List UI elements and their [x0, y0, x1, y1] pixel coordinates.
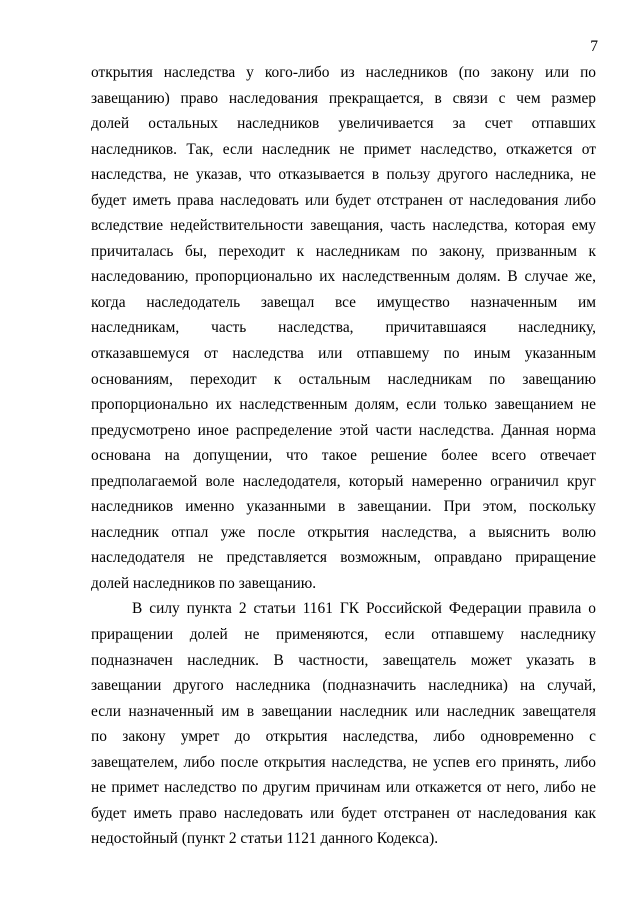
text-line: вследствие недействительности завещания, часть наследства, которая ему: [91, 217, 596, 235]
text-line: недостойный (пункт 2 статьи 1121 данного Кодекса).: [91, 830, 439, 848]
text-line: не примет наследство по другим причинам или откажется от него, либо не: [91, 779, 596, 797]
text-line: наследников. Так, если наследник не примет наследство, откажется от: [91, 140, 596, 158]
text-line: наследованию, пропорционально их наследственным долям. В случае же,: [91, 268, 596, 286]
text-line: будет иметь право наследовать или будет отстранен от наследования как: [91, 804, 596, 822]
text-line: завещанию) право наследования прекращается, в связи с чем размер: [91, 89, 596, 107]
text-line: основаниям, переходит к остальным наследникам по завещанию: [91, 370, 596, 388]
text-line: подназначен наследник. В частности, завещатель может указать в: [91, 651, 596, 669]
page-number: 7: [590, 38, 598, 55]
text-line: завещателем, либо после открытия наследства, не успев его принять, либо: [91, 753, 596, 771]
body-text: [91, 60, 596, 852]
text-line: долей наследников по завещанию.: [91, 574, 317, 592]
text-line: предусмотрено иное распределение этой части наследства. Данная норма: [91, 421, 596, 439]
text-line: пропорционально их наследственным долям, если только завещанием не: [91, 396, 596, 414]
text-line: завещании другого наследника (подназначить наследника) на случай,: [91, 677, 596, 695]
text-line: причиталась бы, переходит к наследникам по закону, призванным к: [91, 242, 596, 260]
text-line: наследства, не указав, что отказывается в пользу другого наследника, не: [91, 166, 596, 184]
text-line: открытия наследства у кого-либо из наследников (по закону или по: [91, 64, 596, 81]
text-line: если назначенный им в завещании наследник или наследник завещателя: [91, 702, 596, 720]
text-line: основана на допущении, что такое решение более всего отвечает: [91, 447, 596, 465]
text-line: когда наследодатель завещал все имущество назначенным им: [91, 293, 596, 311]
text-line: наследодателя не представляется возможным, оправдано приращение: [91, 549, 596, 567]
text-line: предполагаемой воле наследодателя, который намеренно ограничил круг: [91, 472, 596, 490]
text-line: В силу пункта 2 статьи 1161 ГК Российской Федерации правила о: [132, 600, 596, 618]
text-line: приращении долей не применяются, если отпавшему наследнику: [91, 626, 596, 644]
text-line: наследник отпал уже после открытия наследства, а выяснить волю: [91, 523, 596, 541]
text-line: по закону умрет до открытия наследства, либо одновременно с: [91, 728, 596, 746]
text-line: отказавшемуся от наследства или отпавшему по иным указанным: [91, 345, 596, 363]
text-line: наследникам, часть наследства, причитавшаяся наследнику,: [91, 319, 596, 337]
text-line: наследников именно указанными в завещании. При этом, поскольку: [91, 498, 596, 516]
text-line: будет иметь права наследовать или будет отстранен от наследования либо: [91, 191, 596, 209]
text-line: долей остальных наследников увеличивается за счет отпавших: [91, 115, 596, 133]
